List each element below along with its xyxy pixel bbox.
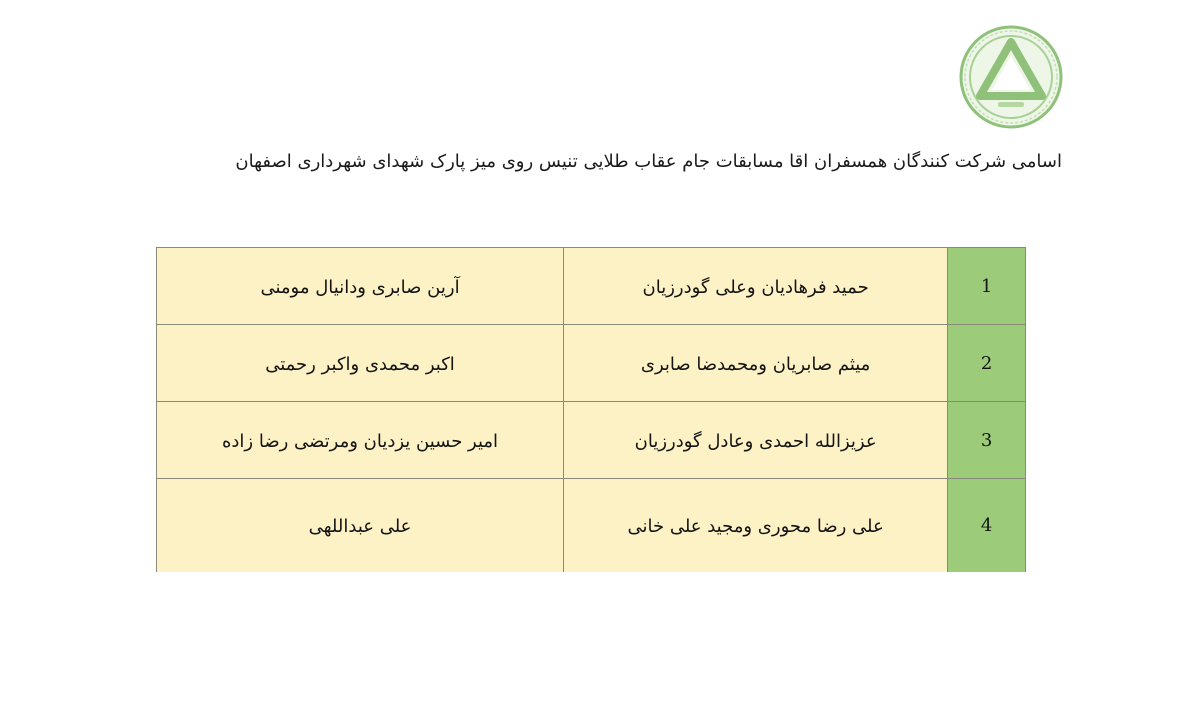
row-number: 1: [948, 248, 1026, 325]
row-number: 4: [948, 479, 1026, 573]
team-b-cell: [157, 325, 564, 402]
table-row: [157, 402, 1026, 479]
team-a-cell: [564, 402, 948, 479]
team-a-names: علی رضا محوری ومجید علی خانی: [627, 516, 884, 537]
triangle-emblem-icon: [958, 24, 1064, 130]
team-b-cell: [157, 402, 564, 479]
document-title: اسامی شرکت کنندگان همسفران اقا مسابقات جام عقاب طلایی تنیس روی میز پارک شهدای شهرداری اصفهان: [235, 151, 1062, 172]
row-number: 2: [948, 325, 1026, 402]
row-number: 3: [948, 402, 1026, 479]
team-a-names: عزیزالله احمدی وعادل گودرزیان: [634, 430, 877, 452]
team-b-names: امیر حسین یزدیان ومرتضی رضا زاده: [221, 430, 499, 452]
team-b-cell: [157, 479, 564, 573]
team-a-cell: [564, 479, 948, 573]
team-b-cell: [157, 248, 564, 325]
team-b-names: اکبر محمدی واکبر رحمتی: [265, 353, 455, 375]
team-b-names: علی عبداللهی: [308, 516, 412, 537]
team-a-names: میثم صابریان ومحمدضا صابری: [640, 353, 871, 375]
table-row: [157, 248, 1026, 325]
participants-table: [156, 247, 1026, 572]
team-b-names: آرین صابری ودانیال مومنی: [260, 276, 460, 298]
team-a-cell: [564, 248, 948, 325]
table-row: [157, 479, 1026, 573]
table-row: [157, 325, 1026, 402]
team-a-names: حمید فرهادیان وعلی گودرزیان: [642, 276, 869, 298]
team-a-cell: [564, 325, 948, 402]
